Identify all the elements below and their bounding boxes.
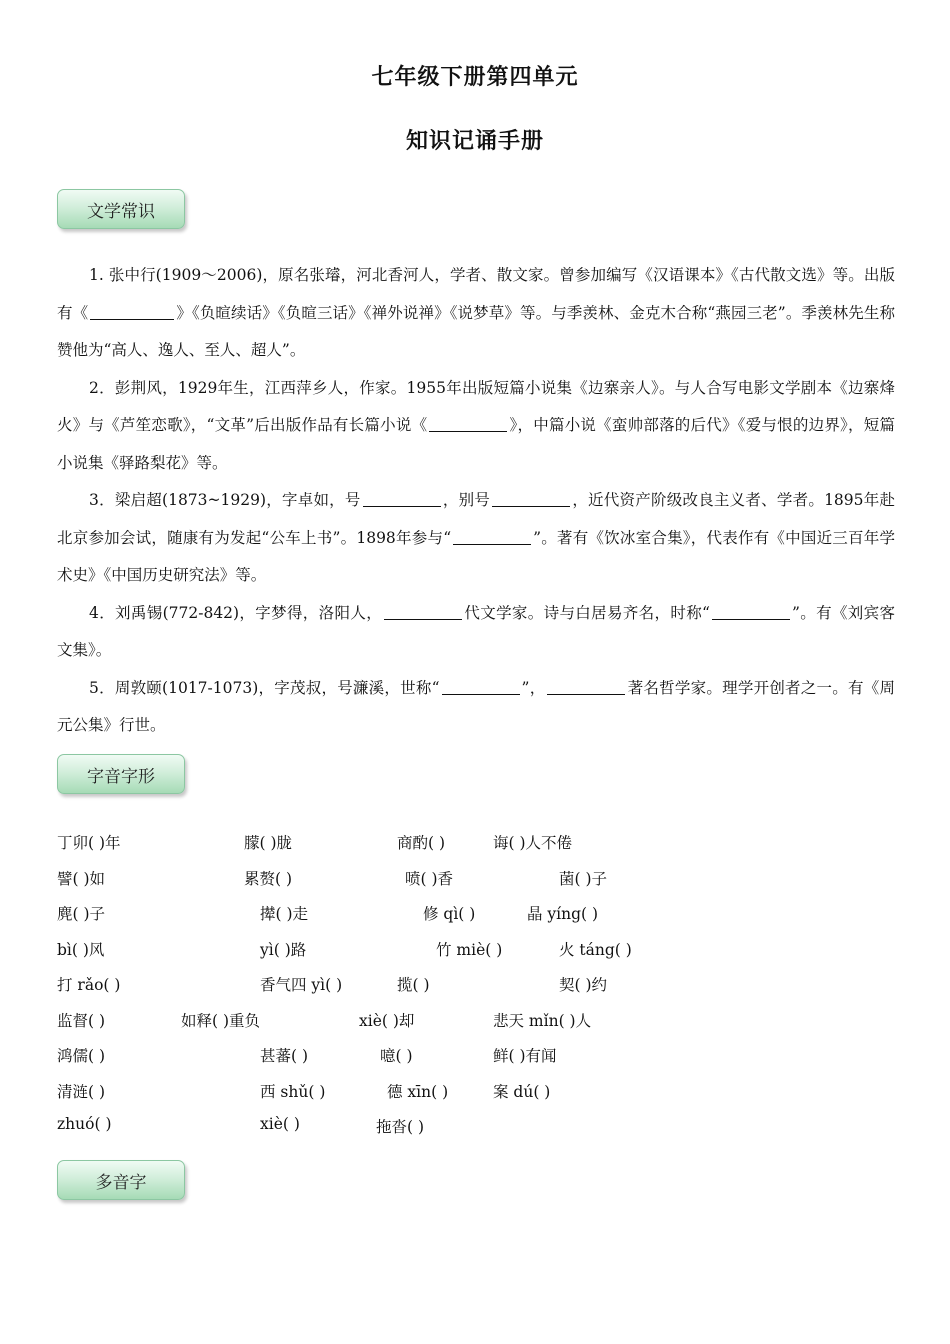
char-row (57, 1071, 917, 1107)
char-item: 朦( )胧 (244, 834, 293, 852)
char-item: 喷( )香 (405, 869, 454, 888)
char-item: 菌( )子 (559, 869, 608, 888)
char-item: 麂( )子 (57, 905, 106, 923)
char-item: 悲天 mǐn( )人 (493, 1011, 592, 1030)
char-item: 案 dú( ) (493, 1082, 551, 1101)
char-item: 监督( ) (57, 1011, 106, 1030)
fill-blank[interactable] (453, 528, 531, 545)
char-row (57, 964, 917, 1000)
fill-blank[interactable] (90, 303, 174, 320)
char-item: xiè( ) (260, 1115, 300, 1133)
char-item: 噫( ) (380, 1047, 413, 1065)
char-item: 西 shǔ( ) (260, 1082, 326, 1101)
literature-item-2: 2．彭荆风，1929年生，江西萍乡人，作家。1955年出版短篇小说集《边寨亲人》。与人合写电影文学剧本《边寨烽火》与《芦笙恋歌》，“文革”后出版作品有长篇小说《 》，中篇小说《蛮帅部落的后代》《爱与恨的边界》，短篇小说集《驿路梨花》等。 (57, 378, 895, 472)
char-item: 丁卯( )年 (57, 834, 121, 852)
char-item: yì( )路 (260, 940, 307, 959)
char-item: 修 qì( ) (423, 905, 476, 923)
char-item: 香气四 yì( ) (260, 976, 343, 994)
char-item: zhuó( ) (57, 1115, 112, 1133)
char-item: 撵( )走 (260, 905, 309, 923)
section-badge-pronunciation: 字音字形 (57, 754, 185, 794)
literature-item-1: 1. 张中行(1909～2006)，原名张璿，河北香河人，学者、散文家。曾参加编写《汉语课本》《古代散文选》等。出版有《 》《负暄续话》《负暄三话》《禅外说禅》《说梦草》等。与季羡林、金克木合称“燕园三老”。季羡林先生称赞他为“高人、逸人、至人、超人”。 (57, 266, 895, 359)
char-row (57, 1035, 917, 1071)
char-item: 甚蕃( ) (260, 1047, 309, 1065)
fill-blank[interactable] (547, 678, 625, 695)
pronunciation-grid (57, 822, 917, 1142)
char-item: 清涟( ) (57, 1082, 106, 1101)
char-item: 累赘( ) (244, 869, 293, 888)
char-item: 揽( ) (397, 976, 430, 994)
char-row (57, 858, 917, 894)
char-item: 德 xīn( ) (387, 1082, 449, 1101)
fill-blank[interactable] (492, 491, 570, 508)
char-row (57, 929, 917, 965)
char-item: 鲜( )有闻 (493, 1047, 557, 1065)
char-item: 火 táng( ) (559, 940, 632, 959)
char-item: 晶 yíng( ) (527, 905, 599, 923)
char-item: xiè( )却 (359, 1011, 415, 1030)
char-item: 打 rǎo( ) (57, 976, 121, 994)
char-row (57, 893, 917, 929)
literature-item-5: 5．周敦颐(1017-1073)，字茂叔，号濂溪，世称“ ”， 著名哲学家。理学开创者之一。有《周元公集》行世。 (57, 678, 895, 734)
fill-blank[interactable] (442, 678, 520, 695)
fill-blank[interactable] (712, 603, 790, 620)
char-item: 譬( )如 (57, 869, 106, 888)
char-row (57, 1106, 917, 1142)
section-badge-polyphone: 多音字 (57, 1160, 185, 1200)
char-item: 商酌( ) (397, 834, 446, 852)
section-badge-literature: 文学常识 (57, 189, 185, 229)
literature-item-3: 3．梁启超(1873~1929)，字卓如，号 ，别号 ，近代资产阶级改良主义者、学者。1895年赴北京参加会试，随康有为发起“公车上书”。1898年参与“ ”。著有《饮冰室合集》，代表作有《中国近三百年学术史》《中国历史研究法》等。 (57, 491, 895, 584)
page-subtitle: 知识记诵手册 (405, 128, 544, 154)
char-row (57, 822, 917, 858)
char-item: 鸿儒( ) (57, 1047, 106, 1065)
char-item: 如释( )重负 (181, 1011, 261, 1030)
literature-item-4: 4．刘禹锡(772-842)，字梦得，洛阳人， 代文学家。诗与白居易齐名，时称“ ”。有《刘宾客文集》。 (57, 603, 895, 659)
page-title: 七年级下册第四单元 (371, 64, 579, 90)
char-item: 契( )约 (559, 976, 608, 994)
char-item: 诲( )人不倦 (493, 834, 573, 852)
literature-section (57, 257, 895, 745)
fill-blank[interactable] (429, 416, 507, 433)
char-item: 拖沓( ) (376, 1118, 425, 1136)
char-item: 竹 miè( ) (436, 940, 503, 959)
fill-blank[interactable] (363, 491, 441, 508)
char-row (57, 1000, 917, 1036)
char-item: bì( )风 (57, 940, 105, 959)
fill-blank[interactable] (384, 603, 462, 620)
